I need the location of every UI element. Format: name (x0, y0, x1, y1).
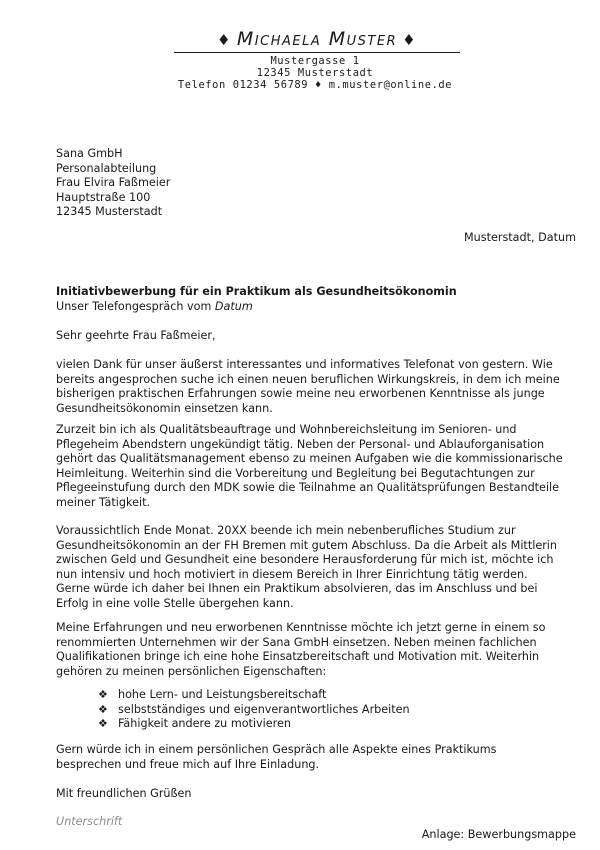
paragraph-line: gehören zu meinen persönlichen Eigenschaften: (56, 664, 327, 678)
sender-street: Mustergasse 1 (270, 55, 360, 67)
bullet-diamond-icon: ❖ (98, 717, 108, 731)
paragraph-line: gehört das Qualitätsmanagement ebenso zu meinen Aufgaben wie die kommissionarische (56, 452, 563, 466)
paragraph-line: Erfolg in eine volle Stelle übergehen kann. (56, 596, 294, 610)
paragraph-line: vielen Dank für unser äußerst interessantes und informatives Telefonat von gestern. Wie (56, 358, 553, 371)
paragraph-studies (56, 524, 576, 612)
sender-city: 12345 Musterstadt (256, 67, 374, 79)
recipient-street: Hauptstraße 100 (56, 190, 151, 204)
paragraph-line: Zurzeit bin ich als Qualitätsbeauftrage und Wohnbereichsleitung im Senioren- und (56, 423, 517, 436)
paragraph-line: Qualifikationen bringe ich eine hohe Einsatzbereitschaft und Motivation mit. Weiterhin (56, 650, 540, 664)
paragraph-intro (56, 358, 576, 416)
paragraph-line: bisherigen praktischen Erfahrungen sowie meine neu erworbenen Kenntnisse als junge (56, 387, 545, 401)
closing-formula: Mit freundlichen Grüßen (56, 787, 192, 800)
paragraph-line: bereits angesprochen suche ich einen neuen beruflichen Wirkungskreis, in dem ich meine (56, 372, 560, 386)
sender-name (212, 28, 422, 50)
diamond-icon: ♦ (216, 31, 232, 49)
sender-email: m.muster@online.de (328, 79, 453, 91)
diamond-separator-icon: ♦ (315, 79, 322, 91)
paragraph-line: Pflegeeinstufung durch den MDK sowie die Teilnahme an Qualitätsprüfungen Bestandteile (56, 481, 560, 495)
list-item (98, 703, 410, 718)
paragraph-qualifications (56, 621, 576, 679)
list-item (98, 688, 410, 703)
recipient-department: Personalabteilung (56, 161, 157, 175)
recipient-company: Sana GmbH (56, 147, 123, 160)
paragraph-line: Gesundheitsökonomin einsetzen kann. (56, 401, 273, 415)
diamond-icon: ♦ (402, 31, 418, 49)
sender-name-text: Michaela Muster (236, 28, 398, 50)
recipient-city: 12345 Musterstadt (56, 205, 163, 219)
paragraph-line: zwischen Geld und Gesundheit eine besondere Herausforderung für mich ist, möchte ich (56, 553, 554, 567)
paragraph-line: renommierten Unternehmen wir der Sana GmbH einsetzen. Neben meinen fachlichen (56, 635, 537, 649)
subject-reference (56, 300, 457, 315)
bullet-diamond-icon: ❖ (98, 702, 108, 716)
paragraph-line: Gesundheitsökonomin an der FH Bremen mit gutem Abschluss. Da die Arbeit als Mittlerin (56, 538, 557, 552)
paragraph-line: Pflegeheim Abendstern ungekündigt tätig. Neben der Personal- und Ablauforganisation (56, 437, 545, 451)
paragraph-line: meiner Tätigkeit. (56, 495, 151, 509)
paragraph-line: Gern würde ich in einem persönlichen Gespräch alle Aspekte eines Praktikums (56, 743, 497, 756)
sender-contact-line (0, 79, 600, 92)
bullet-diamond-icon: ❖ (98, 688, 108, 701)
list-item-label: selbstständiges und eigenverantwortliches Arbeiten (118, 702, 410, 716)
subject-reference-prefix: Unser Telefongespräch vom (56, 299, 215, 313)
recipient-address (56, 147, 170, 220)
paragraph-line: Voraussichtlich Ende Monat. 20XX beende ich mein nebenberufliches Studium zur (56, 524, 516, 537)
subject-reference-date: Datum (214, 299, 253, 313)
place-date: Musterstadt, Datum (464, 231, 576, 244)
paragraph-line: Gerne würde ich daher bei Ihnen ein Praktikum absolvieren, das im Anschluss und bei (56, 582, 538, 596)
list-item (98, 717, 410, 732)
enclosure-note: Anlage: Bewerbungsmappe (421, 828, 576, 841)
signature-placeholder: Unterschrift (56, 815, 123, 828)
paragraph-line: nun intensiv und hoch motiviert in diesem Bereich in Ihrer Einrichtung tätig werden. (56, 567, 528, 581)
paragraph-line: Meine Erfahrungen und neu erworbenen Kenntnisse möchte ich jetzt gerne in einem so (56, 621, 546, 634)
subject-title: Initiativbewerbung für ein Praktikum als Gesundheitsökonomin (56, 285, 457, 298)
letterhead-name-block (174, 26, 460, 53)
recipient-person: Frau Elvira Faßmeier (56, 176, 171, 190)
sender-phone: Telefon 01234 56789 (177, 79, 309, 91)
list-item-label: Fähigkeit andere zu motivieren (118, 717, 291, 731)
salutation: Sehr geehrte Frau Faßmeier, (56, 329, 216, 342)
list-item-label: hohe Lern- und Leistungsbereitschaft (118, 688, 327, 701)
paragraph-closing-request (56, 743, 576, 772)
paragraph-current-position (56, 423, 576, 511)
paragraph-line: besprechen und freue mich auf Ihre Einladung. (56, 757, 320, 771)
subject-block (56, 285, 457, 314)
paragraph-line: Heimleitung. Weiterhin sind die Vorbereitung und Begleitung bei Begutachtungen zur (56, 466, 535, 480)
qualities-list (98, 688, 410, 732)
